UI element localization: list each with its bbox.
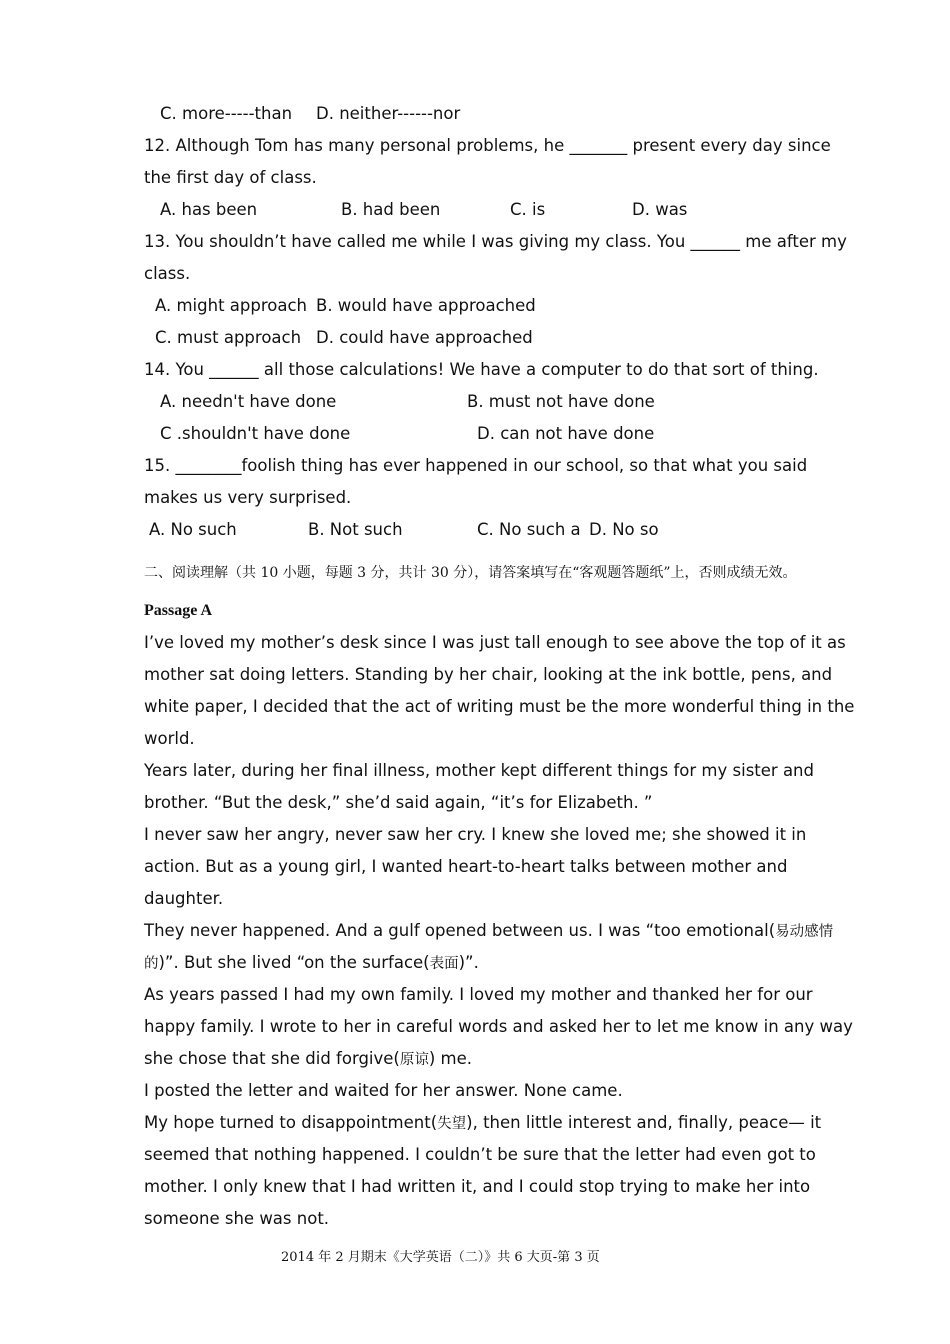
q14-stem-line1: 14. You ______ all those calculations! We have a computer to do that sort of thing. bbox=[144, 360, 819, 379]
passage-gloss-emotional: 易动感情 bbox=[775, 924, 834, 940]
passage-line-14-end: ) me. bbox=[428, 1049, 473, 1068]
passage-line-5: Years later, during her final illness, mother kept different things for my sister and bbox=[144, 761, 814, 780]
q13-stem-line2: class. bbox=[144, 264, 191, 283]
q13-option-c: C. must approach bbox=[155, 328, 302, 347]
passage-line-4: world. bbox=[144, 729, 195, 748]
q12-option-b: B. had been bbox=[341, 200, 441, 219]
q11-option-d bbox=[316, 104, 460, 124]
passage-line-9: daughter. bbox=[144, 889, 224, 908]
passage-line-15: I posted the letter and waited for her answer. None came. bbox=[144, 1081, 623, 1100]
passage-line-1: I’ve loved my mother’s desk since I was just tall enough to see above the top of it as bbox=[144, 633, 846, 652]
q13-option-b: B. would have approached bbox=[316, 296, 536, 315]
q11-option-d-letter: D. bbox=[316, 104, 334, 123]
q13-option-a: A. might approach bbox=[155, 296, 308, 315]
passage-line-14 bbox=[144, 1049, 472, 1070]
passage-line-6: brother. “But the desk,” she’d said again, “it’s for Elizabeth. ” bbox=[144, 793, 653, 812]
q13-option-d: D. could have approached bbox=[316, 328, 533, 347]
passage-line-10 bbox=[144, 921, 833, 942]
passage-line-7: I never saw her angry, never saw her cry. I knew she loved me; she showed it in bbox=[144, 825, 807, 844]
q12-stem-line2: the first day of class. bbox=[144, 168, 317, 187]
q11-option-c-letter: C. bbox=[160, 104, 177, 123]
q11-option-c-text: more-----than bbox=[182, 104, 293, 123]
q15-stem-line1: 15. ________foolish thing has ever happened in our school, so that what you said bbox=[144, 456, 808, 475]
q15-stem-line2: makes us very surprised. bbox=[144, 488, 352, 507]
passage-line-10-text: They never happened. And a gulf opened between us. I was “too emotional( bbox=[144, 921, 776, 940]
passage-line-11 bbox=[144, 953, 479, 974]
passage-title: Passage A bbox=[144, 602, 212, 619]
passage-line-16 bbox=[144, 1113, 821, 1134]
passage-line-8: action. But as a young girl, I wanted heart-to-heart talks between mother and bbox=[144, 857, 788, 876]
passage-line-19: someone she was not. bbox=[144, 1209, 330, 1228]
page-footer: 2014 年 2 月期末《大学英语（二）》共 6 大页-第 3 页 bbox=[281, 1250, 600, 1265]
passage-line-16-text: My hope turned to disappointment( bbox=[144, 1113, 438, 1132]
q13-stem-line1: 13. You shouldn’t have called me while I was giving my class. You ______ me after my bbox=[144, 232, 847, 251]
passage-gloss-forgive: 原谅 bbox=[399, 1052, 429, 1068]
q15-option-d: D. No so bbox=[589, 520, 659, 539]
passage-line-11-end: )”. bbox=[458, 953, 479, 972]
q14-option-d: D. can not have done bbox=[477, 424, 655, 443]
passage-line-14-text: she chose that she did forgive( bbox=[144, 1049, 400, 1068]
passage-line-13: happy family. I wrote to her in careful words and asked her to let me know in any way bbox=[144, 1017, 853, 1036]
q12-option-d: D. was bbox=[632, 200, 688, 219]
q11-option-d-text: neither------nor bbox=[339, 104, 461, 123]
passage-line-18: mother. I only knew that I had written it, and I could stop trying to make her into bbox=[144, 1177, 811, 1196]
passage-line-12: As years passed I had my own family. I loved my mother and thanked her for our bbox=[144, 985, 813, 1004]
q15-option-b: B. Not such bbox=[308, 520, 403, 539]
passage-line-3: white paper, I decided that the act of writing must be the more wonderful thing in the bbox=[144, 697, 855, 716]
q11-option-c bbox=[160, 104, 292, 124]
q12-option-c: C. is bbox=[510, 200, 546, 219]
q12-option-a: A. has been bbox=[160, 200, 258, 219]
passage-gloss-disappointment: 失望 bbox=[437, 1116, 467, 1132]
passage-line-16-end: ), then little interest and, finally, peace— it bbox=[466, 1113, 822, 1132]
passage-line-17: seemed that nothing happened. I couldn’t be sure that the letter had even got to bbox=[144, 1145, 816, 1164]
passage-line-2: mother sat doing letters. Standing by her chair, looking at the ink bottle, pens, and bbox=[144, 665, 833, 684]
q12-stem-line1: 12. Although Tom has many personal problems, he _______ present every day since bbox=[144, 136, 831, 155]
section-2-heading: 二、阅读理解（共 10 小题，每题 3 分，共计 30 分），请答案填写在“客观题答题纸”上，否则成绩无效。 bbox=[144, 565, 797, 581]
q14-option-c: C .shouldn't have done bbox=[160, 424, 351, 443]
q15-option-a: A. No such bbox=[149, 520, 237, 539]
passage-gloss-surface: 表面 bbox=[429, 956, 459, 972]
passage-line-11-text: )”. But she lived “on the surface( bbox=[158, 953, 430, 972]
q14-option-a: A. needn't have done bbox=[160, 392, 337, 411]
q14-option-b: B. must not have done bbox=[467, 392, 655, 411]
passage-gloss-emotional-end: 的 bbox=[144, 956, 159, 972]
q15-option-c: C. No such a bbox=[477, 520, 581, 539]
